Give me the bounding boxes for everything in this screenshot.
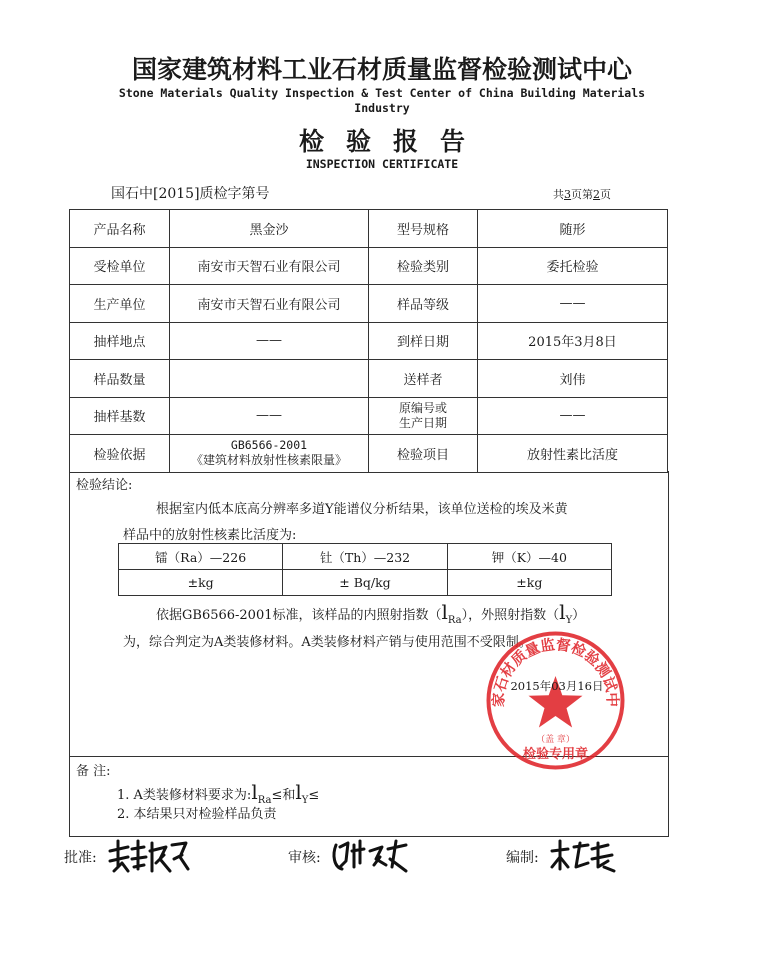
page-counter: 共3页第2页 — [553, 188, 611, 201]
compile-label: 编制: — [506, 850, 539, 866]
note-2: 2. 本结果只对检验样品负责 — [117, 807, 277, 822]
cell-label: 检验项目 — [369, 435, 478, 473]
cell-value: 2015年3月8日 — [478, 322, 668, 360]
table-row — [70, 435, 668, 473]
cell-label: 检验依据 — [70, 435, 170, 473]
conclusion-line-1: 根据室内低本底高分辨率多道Y能谱仪分析结果，该单位送检的埃及米黄 — [156, 502, 568, 517]
cell-value: 黑金沙 — [170, 210, 369, 248]
verdict-line: 为，综合判定为A类装修材料。A类装修材料产销与使用范围不受限制。 — [123, 635, 532, 650]
radionuclide-name: 钍（Th）—232 — [283, 544, 447, 570]
cell-label: 型号规格 — [369, 210, 478, 248]
table-row — [70, 360, 668, 398]
cell-value: GB6566-2001 《建筑材料放射性核素限量》 — [170, 435, 369, 473]
table-row — [70, 397, 668, 435]
conclusion-label: 检验结论: — [76, 478, 133, 493]
cell-value: —— — [170, 322, 369, 360]
compiler-signature — [548, 837, 620, 875]
note-1: 1. A类装修材料要求为$:l_{Ra}\le$和$l_Y\le$ — [117, 780, 320, 806]
cell-value: 刘伟 — [478, 360, 668, 398]
conclusion-line-2: 样品中的放射性核素比活度为: — [123, 528, 297, 543]
cell-label: 抽样地点 — [70, 322, 170, 360]
table-row — [70, 247, 668, 285]
center-title-en: Stone Materials Quality Inspection & Test Center of China Building Materials Industry — [118, 86, 646, 115]
radionuclide-name: 镭（Ra）—226 — [119, 544, 283, 570]
cell-label: 抽样基数 — [70, 397, 170, 435]
approver-signature — [106, 837, 190, 875]
seal-purpose: 检验专用章 — [522, 747, 589, 762]
notes-label: 备 注: — [76, 764, 111, 779]
seal-label: （盖 章） — [536, 735, 575, 745]
radionuclide-name: 钾（K）—40 — [447, 544, 611, 570]
table-row — [119, 570, 612, 596]
radionuclide-value: ±kg — [447, 570, 611, 596]
cell-value: 放射性素比活度 — [478, 435, 668, 473]
center-title-cn: 国家建筑材料工业石材质量监督检验测试中心 — [131, 55, 632, 84]
cell-value: 随形 — [478, 210, 668, 248]
inspection-seal — [483, 628, 628, 777]
cell-label: 原编号或 生产日期 — [369, 397, 478, 435]
review-label: 审核: — [288, 850, 321, 866]
approve-label: 批准: — [64, 850, 97, 866]
seal-date: 2015年03月16日 — [510, 679, 604, 693]
reference-number: 国石中[2015]质检字第号 — [111, 186, 270, 202]
report-title: 检验报告 — [298, 127, 487, 156]
radionuclide-value: ±kg — [119, 570, 283, 596]
cell-value: —— — [170, 397, 369, 435]
table-row — [70, 285, 668, 323]
cell-value: 委托检验 — [478, 247, 668, 285]
cell-value: —— — [478, 285, 668, 323]
table-row — [119, 544, 612, 570]
cell-value — [170, 360, 369, 398]
table-row — [70, 322, 668, 360]
info-table — [69, 209, 668, 473]
cell-label: 到样日期 — [369, 322, 478, 360]
cell-label: 受检单位 — [70, 247, 170, 285]
cell-label: 样品数量 — [70, 360, 170, 398]
radionuclide-value: ± Bq/kg — [283, 570, 447, 596]
report-subtitle: INSPECTION CERTIFICATE — [305, 157, 459, 171]
table-row — [70, 210, 668, 248]
reviewer-signature — [330, 837, 410, 875]
cell-value: 南安市天智石业有限公司 — [170, 247, 369, 285]
seal-org-text: 家石材质量监督检验测试中 — [491, 637, 620, 708]
cell-label: 样品等级 — [369, 285, 478, 323]
basis-line: 依据GB6566-2001标准，该样品的内照射指数$(l_{Ra})$，外照射指数$(l_Y)$ — [156, 600, 586, 626]
cell-label: 检验类别 — [369, 247, 478, 285]
cell-label: 产品名称 — [70, 210, 170, 248]
cell-value: 南安市天智石业有限公司 — [170, 285, 369, 323]
cell-value: —— — [478, 397, 668, 435]
radionuclide-table — [118, 543, 612, 596]
cell-label: 生产单位 — [70, 285, 170, 323]
cell-label: 送样者 — [369, 360, 478, 398]
